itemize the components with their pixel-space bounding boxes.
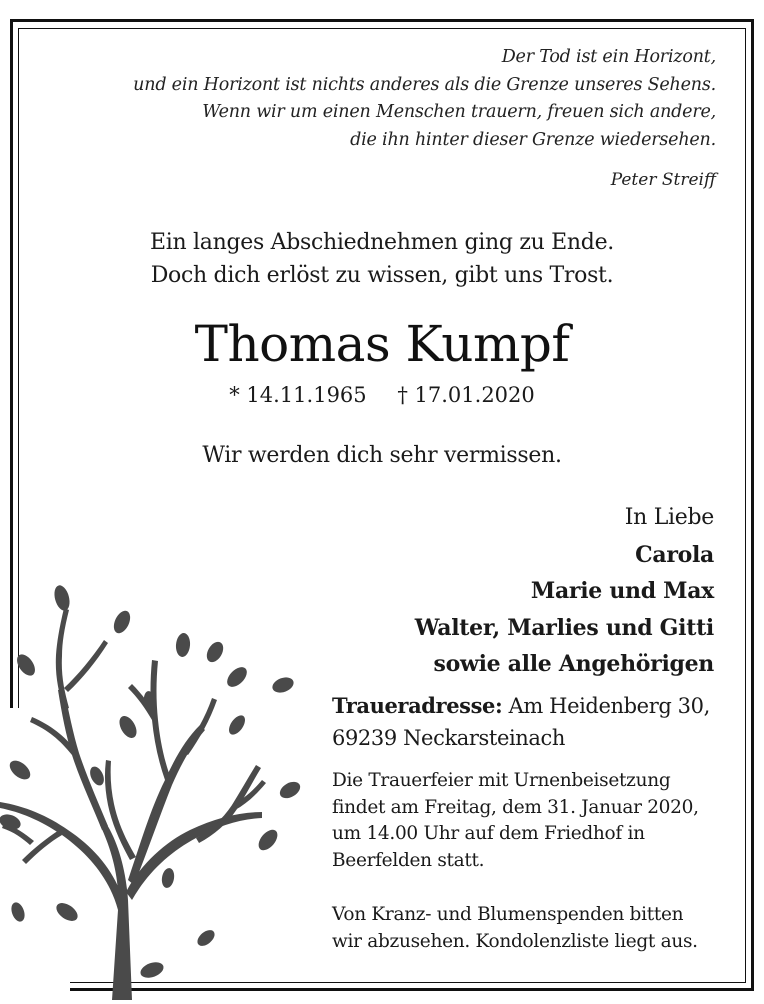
address-street: Am Heidenberg 30, (508, 694, 710, 718)
family-name: Carola (635, 541, 714, 568)
mourning-address (332, 690, 710, 754)
family-signature (415, 500, 714, 683)
address-label: Traueradresse: (332, 693, 503, 718)
birth-date: * 14.11.1965 (229, 383, 367, 407)
quote-author: Peter Streiff (610, 170, 716, 190)
ceremony-info (332, 768, 699, 874)
intro-text (0, 226, 764, 292)
farewell-text: Wir werden dich sehr vermissen. (202, 443, 562, 468)
tree-icon (0, 580, 310, 1000)
family-name: Walter, Marlies und Gitti (414, 614, 714, 641)
deceased-name: Thomas Kumpf (194, 315, 570, 373)
donation-line: wir abzusehen. Kondolenzliste liegt aus. (332, 930, 698, 952)
quote-line: die ihn hinter dieser Grenze wiedersehen. (350, 129, 716, 150)
intro-line-2: Doch dich erlöst zu wissen, gibt uns Trost. (150, 263, 614, 288)
ceremony-line: um 14.00 Uhr auf dem Friedhof in (332, 823, 645, 844)
donation-note (332, 902, 698, 955)
quote-line: und ein Horizont ist nichts anderes als die Grenze unseres Sehens. (133, 74, 716, 95)
death-date: † 17.01.2020 (397, 383, 535, 407)
intro-line-1: Ein langes Abschiednehmen ging zu Ende. (150, 230, 614, 255)
address-city: 69239 Neckarsteinach (332, 726, 566, 750)
quote (133, 44, 716, 154)
family-name: Marie und Max (530, 578, 714, 604)
ceremony-line: findet am Freitag, dem 31. Januar 2020, (332, 796, 699, 818)
family-intro: In Liebe (624, 505, 714, 530)
ceremony-line: Beerfelden statt. (332, 849, 485, 871)
quote-line: Wenn wir um einen Menschen trauern, freuen sich andere, (202, 102, 716, 122)
family-name: sowie alle Angehörigen (433, 651, 714, 677)
quote-line: Der Tod ist ein Horizont, (501, 47, 716, 67)
life-dates (0, 383, 764, 407)
ceremony-line: Die Trauerfeier mit Urnenbeisetzung (332, 770, 671, 791)
donation-line: Von Kranz- und Blumenspenden bitten (332, 904, 684, 925)
